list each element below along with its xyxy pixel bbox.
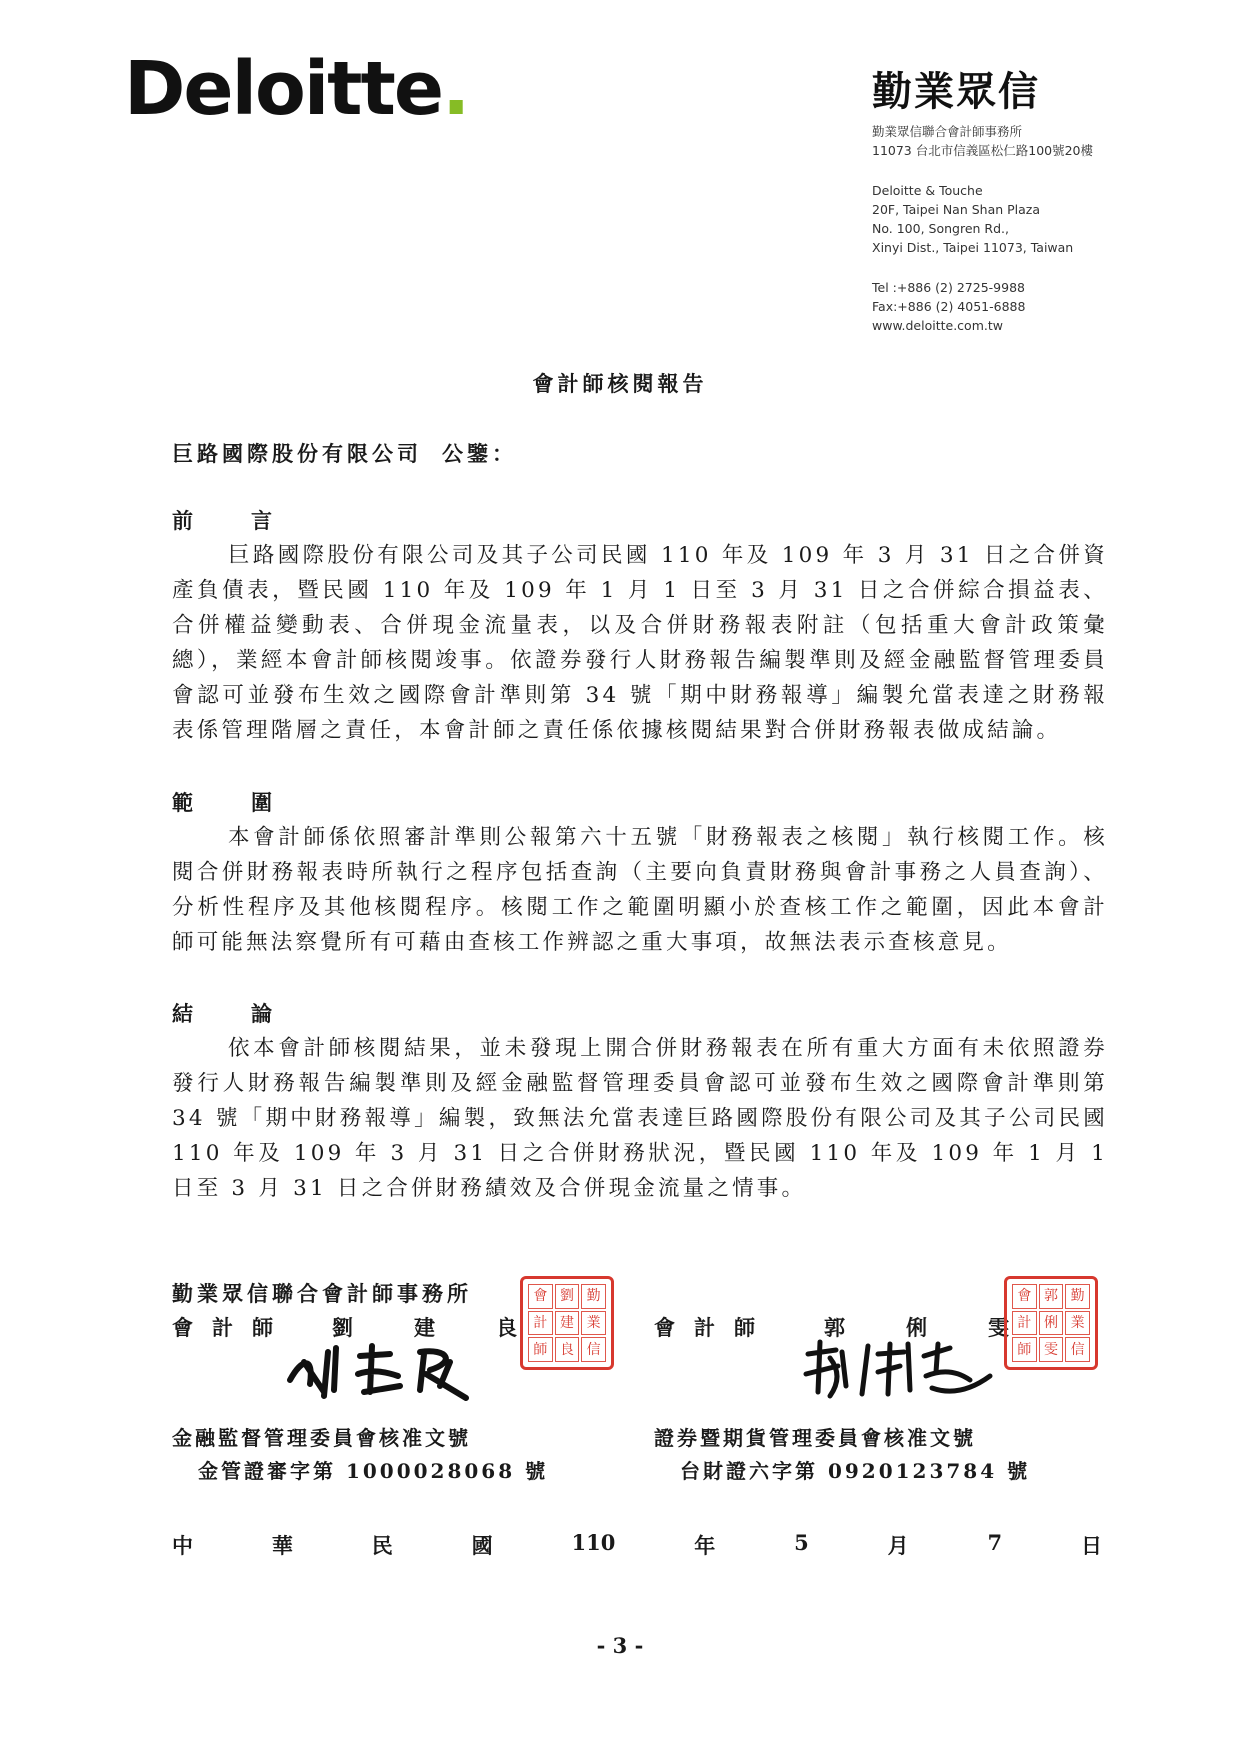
approval-authority: 金融監督管理委員會核准文號 xyxy=(172,1426,471,1450)
deloitte-logo xyxy=(124,46,469,132)
logo-text: Deloitte xyxy=(124,46,443,132)
approval-number: 台財證六字第 0920123784 號 xyxy=(680,1459,1031,1483)
heading-char: 論 xyxy=(251,1001,272,1026)
approval-number: 金管證審字第 1000028068 號 xyxy=(198,1459,549,1483)
accountant-2-approval xyxy=(654,1422,1030,1488)
section-heading-foreword xyxy=(172,505,272,535)
name-char: 郭 xyxy=(824,1315,845,1340)
date-part: 中 xyxy=(172,1533,193,1558)
name-char: 良 xyxy=(496,1315,517,1340)
address-chinese xyxy=(872,122,1093,160)
heading-char: 前 xyxy=(172,508,193,533)
page-number: - 3 - xyxy=(596,1633,644,1658)
contact-info xyxy=(872,278,1025,335)
name-char: 俐 xyxy=(906,1315,927,1340)
name-char: 雯 xyxy=(988,1315,1009,1340)
date-part: 年 xyxy=(694,1533,716,1558)
addressee-suffix: 公鑒： xyxy=(442,441,517,466)
addressee xyxy=(172,438,517,468)
heading-char: 結 xyxy=(172,1001,193,1026)
heading-char: 範 xyxy=(172,790,193,815)
address-line: Xinyi Dist., Taipei 11073, Taiwan xyxy=(872,240,1074,255)
accountant-1-label xyxy=(172,1312,517,1342)
contact-fax: Fax:+886 (2) 4051-6888 xyxy=(872,299,1026,314)
date-month: 5 xyxy=(794,1530,809,1555)
address-line: Deloitte & Touche xyxy=(872,183,983,198)
address-line: No. 100, Songren Rd., xyxy=(872,221,1009,236)
contact-website: www.deloitte.com.tw xyxy=(872,318,1003,333)
date-part: 民 xyxy=(371,1533,393,1558)
heading-char: 言 xyxy=(251,508,272,533)
address-english xyxy=(872,181,1073,257)
section-heading-scope xyxy=(172,787,272,817)
label-char: 計 xyxy=(212,1315,233,1340)
paragraph-scope: 本會計師係依照審計準則公報第六十五號「財務報表之核閱」執行核閱工作。核閱合併財務報表時所執行之程序包括查詢（主要向負責財務與會計事務之人員查詢）、分析性程序及其他核閱程序。核閱工作之範圍明顯小於查核工作之範圍，因此本會計師可能無法察覺所有可藉由查核工作辨認之重大事項，故無法表示查核意見。 xyxy=(172,825,1108,955)
label-char: 計 xyxy=(694,1315,715,1340)
heading-char: 圍 xyxy=(251,790,272,815)
address-line: 勤業眾信聯合會計師事務所 xyxy=(872,124,1023,139)
paragraph-foreword: 巨路國際股份有限公司及其子公司民國 110 年及 109 年 3 月 31 日之合併資產負債表，暨民國 110 年及 109 年 1 月 1 日至 3 月 31 日之合併綜合損益表、合併權益變動表、合併現金流量表，以及合併財務報表附註（包括重大會計政策彙總），業經本會計師核閱竣事。依證券發行人財務報告編製準則及經金融監督管理委員會認可並發布生效之國際會計準則第 34 號「期中財務報導」編製允當表達之財務報表係管理階層之責任，本會計師之責任係依據核閱結果對合併財務報表做成結論。 xyxy=(172,543,1108,743)
date-part: 月 xyxy=(887,1533,909,1558)
date-part: 國 xyxy=(471,1533,493,1558)
accountant-2-signature xyxy=(800,1336,996,1402)
accountant-2-seal: 會 郭 勤 計 俐 業 師 雯 信 xyxy=(1004,1276,1098,1370)
date-part: 日 xyxy=(1080,1533,1102,1558)
report-date xyxy=(172,1530,1102,1560)
label-char: 會 xyxy=(654,1315,675,1340)
address-line: 11073 台北市信義區松仁路100號20樓 xyxy=(872,143,1094,158)
report-title: 會計師核閱報告 xyxy=(532,371,708,396)
address-line: 20F, Taipei Nan Shan Plaza xyxy=(872,202,1041,217)
firm-name: 勤業眾信聯合會計師事務所 xyxy=(172,1281,472,1306)
date-part: 華 xyxy=(271,1533,293,1558)
brand-chinese-name: 勤業眾信 xyxy=(872,69,1040,115)
date-year: 110 xyxy=(571,1530,616,1555)
label-char: 會 xyxy=(172,1315,193,1340)
logo-dot: . xyxy=(442,46,469,132)
name-char: 建 xyxy=(414,1315,435,1340)
label-char: 師 xyxy=(252,1315,273,1340)
section-heading-conclusion xyxy=(172,998,272,1028)
approval-authority: 證券暨期貨管理委員會核准文號 xyxy=(654,1426,976,1450)
paragraph-conclusion: 依本會計師核閱結果，並未發現上開合併財務報表在所有重大方面有未依照證券發行人財務報告編製準則及經金融監督管理委員會認可並發布生效之國際會計準則第 34 號「期中財務報導」編製，致無法允當表達巨路國際股份有限公司及其子公司民國 110 年及 109 年 3 月 31 日之合併財務狀況，暨民國 110 年及 109 年 1 月 1 日至 3 月 31 日之合併財務績效及合併現金流量之情事。 xyxy=(172,1036,1108,1201)
date-day: 7 xyxy=(987,1530,1003,1555)
name-char: 劉 xyxy=(332,1315,353,1340)
accountant-1-signature xyxy=(280,1340,490,1402)
addressee-company: 巨路國際股份有限公司 xyxy=(172,441,422,466)
contact-tel: Tel :+886 (2) 2725-9988 xyxy=(872,280,1025,295)
accountant-1-approval xyxy=(172,1422,548,1488)
accountant-1-seal: 會 劉 勤 計 建 業 師 良 信 xyxy=(520,1276,614,1370)
label-char: 師 xyxy=(734,1315,755,1340)
